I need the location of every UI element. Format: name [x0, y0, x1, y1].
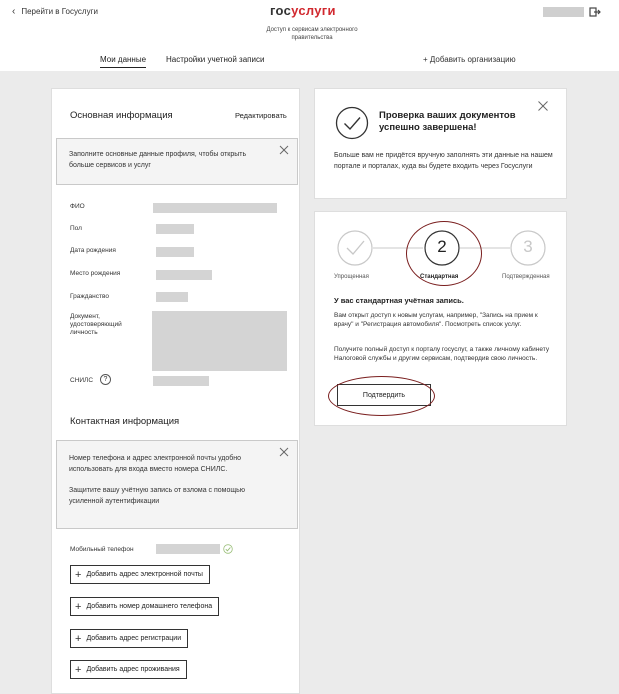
plus-icon: + [75, 663, 82, 676]
field-value-redacted [152, 311, 287, 371]
add-residence-address-label: Добавить адрес проживания [86, 666, 180, 673]
annotation-oval [328, 376, 435, 416]
profile-fill-notice [56, 138, 298, 185]
field-value-redacted [156, 247, 194, 257]
add-residence-address-button[interactable] [70, 660, 187, 679]
plus-icon: + [75, 632, 82, 645]
add-registration-address-label: Добавить адрес регистрации [86, 635, 182, 642]
step-2-number: 2 [437, 237, 447, 256]
main-info-title: Основная информация [70, 110, 173, 121]
add-email-button[interactable] [70, 565, 210, 584]
profile-tabs [0, 50, 619, 71]
verification-text: Больше вам не придётся вручную заполнять эти данные на нашем портале и порталах, куда вы будете входить через Госуслуги [334, 152, 553, 170]
add-email-label: Добавить адрес электронной почты [86, 571, 203, 578]
step-1-label: Упрощенная [334, 274, 369, 280]
logo-subtitle: Доступ к сервисам электронного правительства [266, 27, 358, 41]
verified-check-icon [223, 544, 233, 554]
field-value-redacted [156, 270, 212, 280]
verification-success-card [314, 88, 567, 199]
account-level-card [314, 211, 567, 426]
account-level-text-1: Вам открыт доступ к новым услугам, например, "Запись на прием к врачу" и "Регистрация автомобиля". Посмотреть список услуг. [334, 312, 538, 328]
logout-icon[interactable] [589, 6, 601, 18]
field-value-redacted [153, 203, 277, 213]
contact-info-title: Контактная информация [70, 416, 180, 427]
check-circle-icon [335, 106, 369, 140]
account-level-text-2: Получите полный доступ к порталу госуслуг, а также личному кабинету Налоговой службы и другим сервисам, подтвердив свою личность. [334, 346, 550, 362]
field-label-birth-place: Место рождения [70, 270, 121, 277]
top-bar [0, 0, 619, 71]
plus-icon: + [75, 600, 82, 613]
help-icon[interactable]: ? [100, 374, 111, 385]
verification-title-line-2: успешно завершена! [379, 122, 477, 133]
field-label-snils: СНИЛС [70, 377, 94, 384]
field-label-identity-document: Документ, удостоверяющий личность [70, 313, 122, 336]
verification-title-line-1: Проверка ваших документов [379, 110, 516, 121]
logo-suffix: услуги [291, 3, 336, 18]
add-organization-link[interactable]: + Добавить организацию [423, 55, 516, 64]
close-icon[interactable] [279, 145, 289, 155]
add-home-phone-label: Добавить номер домашнего телефона [86, 603, 213, 610]
step-3-number: 3 [523, 237, 533, 256]
back-link-label: Перейти в Госуслуги [21, 7, 98, 16]
field-label-citizenship: Гражданство [70, 293, 109, 300]
confirm-identity-button[interactable]: Подтвердить [337, 384, 431, 406]
profile-notice-text: Заполните основные данные профиля, чтобы открыть больше сервисов и услуг [69, 151, 247, 169]
field-value-redacted [156, 544, 220, 554]
profile-card [51, 88, 300, 694]
tab-account-settings[interactable]: Настройки учетной записи [166, 55, 265, 64]
logo-prefix: гос [270, 3, 292, 18]
field-value-redacted [156, 292, 188, 302]
plus-icon: + [75, 568, 82, 581]
field-value-redacted [153, 376, 209, 386]
close-icon[interactable] [537, 100, 549, 112]
edit-link[interactable]: Редактировать [235, 111, 287, 120]
field-label-birth-date: Дата рождения [70, 247, 116, 254]
user-name-redacted[interactable] [543, 7, 584, 17]
field-label-fio: ФИО [70, 203, 85, 210]
account-level-heading: У вас стандартная учётная запись. [334, 296, 464, 305]
step-3-label: Подтвержденная [502, 274, 550, 280]
contact-notice-text-2: Защитите вашу учётную запись от взлома с помощью усиленной аутентификации [69, 487, 246, 505]
back-to-gosuslugi-link[interactable] [12, 7, 98, 16]
tab-my-data[interactable]: Мои данные [100, 55, 146, 68]
add-registration-address-button[interactable] [70, 629, 188, 648]
verification-title [379, 110, 516, 134]
chevron-left-icon: ‹ [12, 5, 16, 17]
contact-notice-text-1: Номер телефона и адрес электронной почты удобно использовать для входа вместо номера СНИЛС. [69, 455, 242, 473]
step-2-label: Стандартная [420, 274, 459, 280]
contact-notice [56, 440, 298, 529]
add-home-phone-button[interactable] [70, 597, 219, 616]
close-icon[interactable] [279, 447, 289, 457]
field-label-gender: Пол [70, 225, 82, 232]
annotation-oval [406, 221, 482, 286]
gosuslugi-logo[interactable] [270, 3, 336, 18]
field-value-redacted [156, 224, 194, 234]
field-label-mobile: Мобильный телефон [70, 546, 134, 553]
